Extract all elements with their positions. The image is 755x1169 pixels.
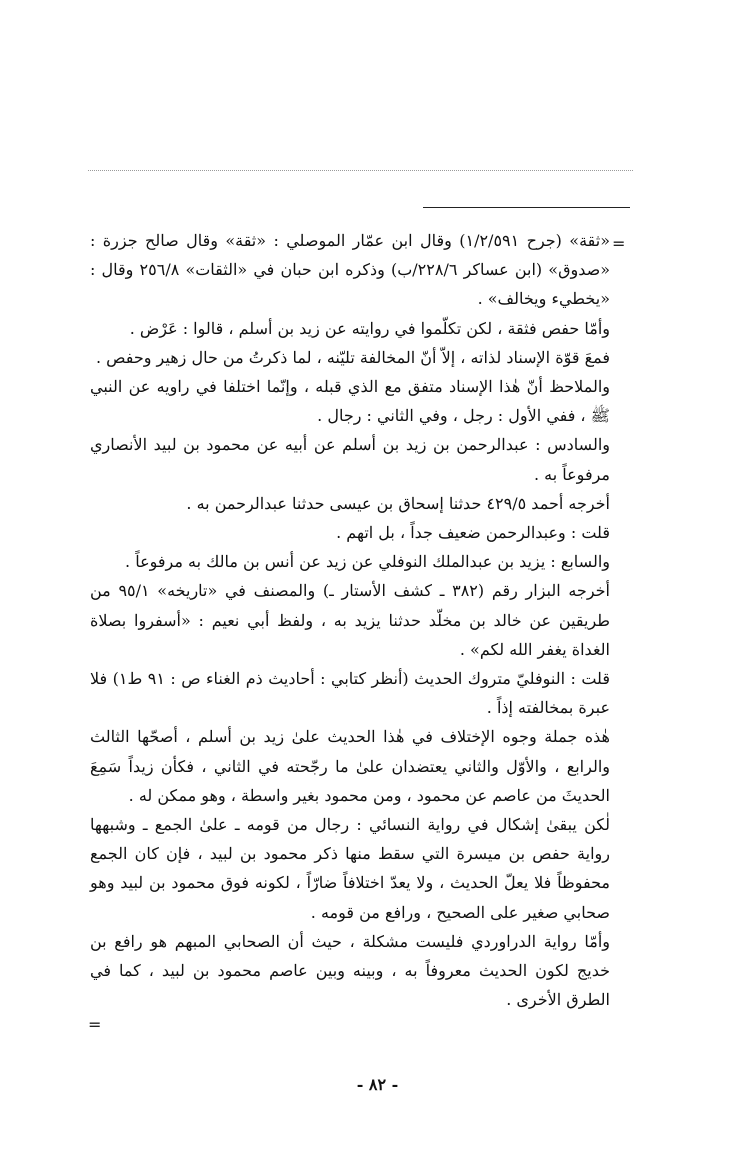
- footnote-separator-rule: [423, 207, 630, 208]
- paragraph-seventh-route: والسابع : يزيد بن عبدالملك النوفلي عن زيد عن أنس بن مالك به مرفوعاً .: [125, 552, 610, 572]
- paragraph-nasai-issue: لٰكن يبقىٰ إشكال في رواية النسائي : رجال من قومه ـ علىٰ الجمع ـ وشبهها رواية حفص بن ميسرة التي سقط منها ذكر محمود بن لبيد ، فإن كان الجمع محفوظاً فلا يعلّ الحديث ، ولا يعدّ اختلافاً ضارّاً ، لكونه فوق محمود بن لبيد وهو صحابي صغير على الصحيح ، ورافع من قومه .: [90, 815, 610, 922]
- paragraph-nawfali-grading: قلت : النوفليّ متروك الحديث (أنظر كتابي : أحاديث ذم الغناء ص : ٩١ ط١) فلا عبرة بمخالفته إذاً .: [90, 669, 610, 718]
- continuation-mark-top: =: [612, 234, 626, 253]
- paragraph-narrator-grading: «ثقة» (جرح ١/٢/٥٩١) وقال ابن عمّار الموصلي : «ثقة» وقال صالح جزرة : «صدوق» (ابن عساكر ٢٢٨/٦/ب) وذكره ابن حبان في «الثقات» ٢٥٦/٨ وقال : «يخطيء ويخالف» .: [90, 231, 611, 309]
- paragraph-abdulrahman-grading: قلت : وعبدالرحمن ضعيف جداً ، بل اتهم .: [336, 523, 610, 543]
- continuation-mark-bottom: =: [88, 1015, 102, 1034]
- paragraph-ahmad-reference: أخرجه أحمد ٤٢٩/٥ حدثنا إسحاق بن عيسى حدثنا عبدالرحمن به .: [186, 493, 610, 513]
- page-number: - ٨٢ -: [356, 1075, 399, 1094]
- paragraph-hafs: وأمّا حفص فثقة ، لكن تكلّموا في روايته عن زيد بن أسلم ، قالوا : عَرْض .: [129, 318, 610, 338]
- paragraph-sixth-route: والسادس : عبدالرحمن بن زيد بن أسلم عن أبيه عن محمود بن لبيد الأنصاري مرفوعاً به .: [90, 435, 610, 484]
- paragraph-darawardi: وأمّا رواية الدراوردي فليست مشكلة ، حيث أن الصحابي المبهم هو رافع بن خديج لكون الحديث معروفاً به ، وبينه وبين عاصم محمود بن لبيد ، كما في الطرق الأخرى .: [90, 931, 610, 1010]
- footnote-text-block: [90, 226, 610, 1014]
- paragraph-summary: هٰذه جملة وجوه الإختلاف في هٰذا الحديث علىٰ زيد بن أسلم ، أصحّها الثالث والرابع ، والأوّل والثاني يعتضدان علىٰ ما رجّحته في الثاني ، فكأن زيداً سَمِعَ الحديثَ من عاصم عن محمود ، ومن محمود بغير واسطة ، وهو ممكن له .: [90, 727, 610, 805]
- paragraph-bazzar-reference: أخرجه البزار رقم (٣٨٢ ـ كشف الأستار ـ) والمصنف في «تاريخه» ٩٥/١ من طريقين عن خالد بن مخلّد حدثنا يزيد به ، ولفظ أبي نعيم : «أسفروا بصلاة الغداة يغفر الله لكم» .: [90, 581, 610, 659]
- paragraph-isnad-strength: فمعَ قوّة الإسناد لذاته ، إلاّ أنّ المخالفة تليّنه ، لما ذكرتُ من حال زهير وحفص .: [95, 347, 610, 367]
- header-dotted-rule: [88, 170, 633, 171]
- paragraph-observation: والملاحظ أنّ هٰذا الإسناد متفق مع الذي قبله ، وإنّما اختلفا في راويه عن النبي ﷺ ، ففي الأول : رجل ، وفي الثاني : رجال .: [90, 377, 611, 426]
